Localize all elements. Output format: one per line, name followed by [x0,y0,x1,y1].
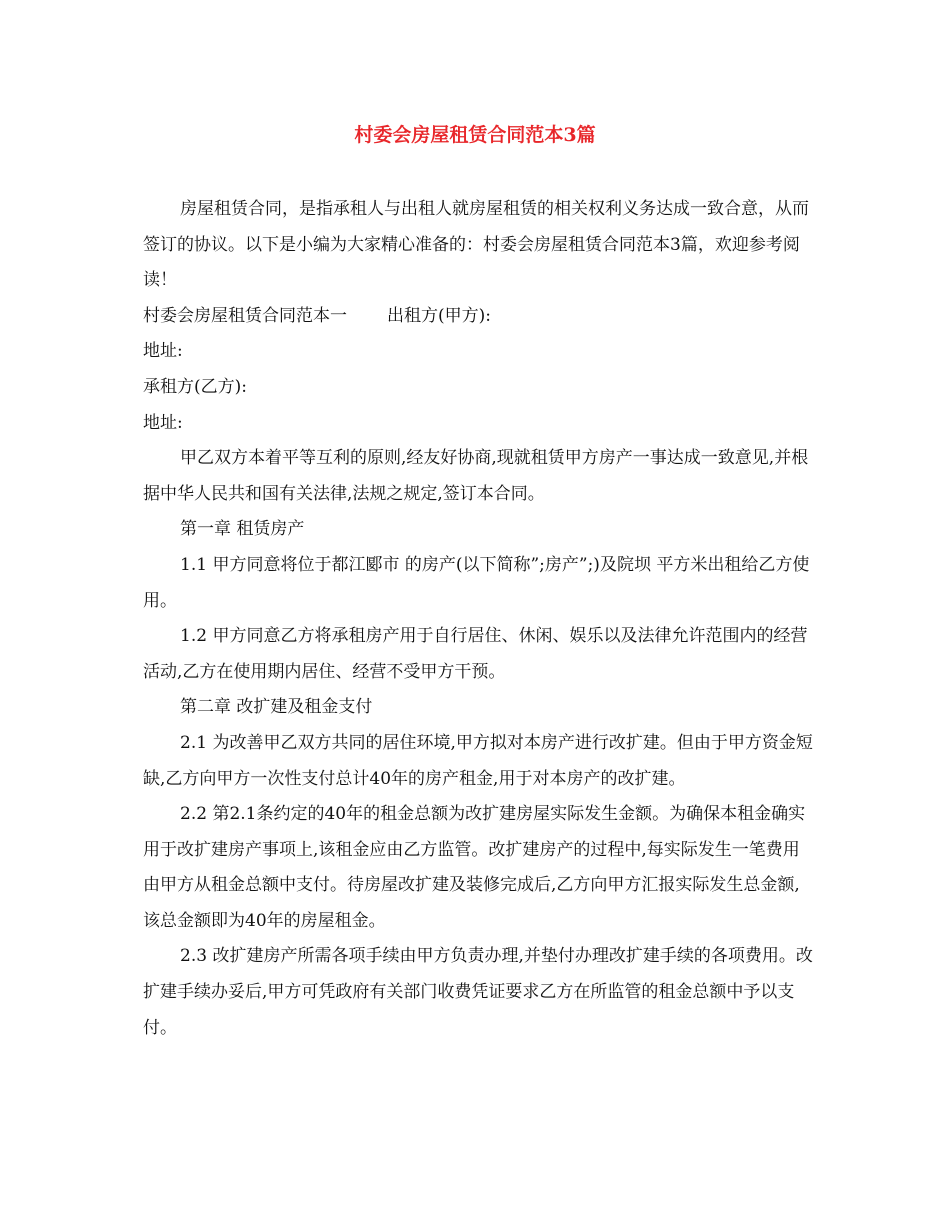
preamble-paragraph: 甲乙双方本着平等互利的原则,经友好协商,现就租赁甲方房产一事达成一致意见,并根据中华人民共和国有关法律,法规之规定,签订本合同。 [143,448,809,504]
intro-paragraph: 房屋租赁合同，是指承租人与出租人就房屋租赁的相关权利义务达成一致合意，从而签订的协议。以下是小编为大家精心准备的：村委会房屋租赁合同范本3篇，欢迎参考阅读！ [143,199,809,291]
lessor-label: 出租方(甲方): [387,305,491,326]
document-body [143,192,813,1046]
chapter-one-heading: 第一章 租赁房产 [180,519,305,540]
clause-2-3: 2.3 改扩建房产所需各项手续由甲方负责办理,并垫付办理改扩建手续的各项费用。改扩建手续办妥后,甲方可凭政府有关部门收费凭证要求乙方在所监管的租金总额中予以支付。 [143,946,813,1038]
clause-1-1: 1.1 甲方同意将位于都江郾市 的房产(以下简称”;房产”;)及院坝 平方米出租给乙方使用。 [143,554,810,611]
document-title: 村委会房屋租赁合同范本3篇 [354,124,596,146]
lessor-address-label: 地址: [143,341,183,362]
chapter-two-heading: 第二章 改扩建及租金支付 [180,697,373,718]
clause-2-2: 2.2 第2.1条约定的40年的租金总额为改扩建房屋实际发生金额。为确保本租金确实用于改扩建房产事项上,该租金应由乙方监管。改扩建房产的过程中,每实际发生一笔费用由甲方从租金总额中支付。待房屋改扩建及装修完成后,乙方向甲方汇报实际发生总金额,该总金额即为40年的房屋租金。 [143,804,806,931]
lessee-label: 承租方(乙方): [143,376,247,397]
clause-1-2: 1.2 甲方同意乙方将承租房产用于自行居住、休闲、娱乐以及法律允许范围内的经营活动,乙方在使用期内居住、经营不受甲方干预。 [143,626,808,682]
section-heading: 村委会房屋租赁合同范本一 [143,305,347,326]
lessee-address-label: 地址: [143,412,183,433]
clause-2-1: 2.1 为改善甲乙双方共同的居住环境,甲方拟对本房产进行改扩建。但由于甲方资金短缺,乙方向甲方一次性支付总计40年的房产租金,用于对本房产的改扩建。 [143,732,813,789]
contract-one-heading-line [143,299,813,335]
